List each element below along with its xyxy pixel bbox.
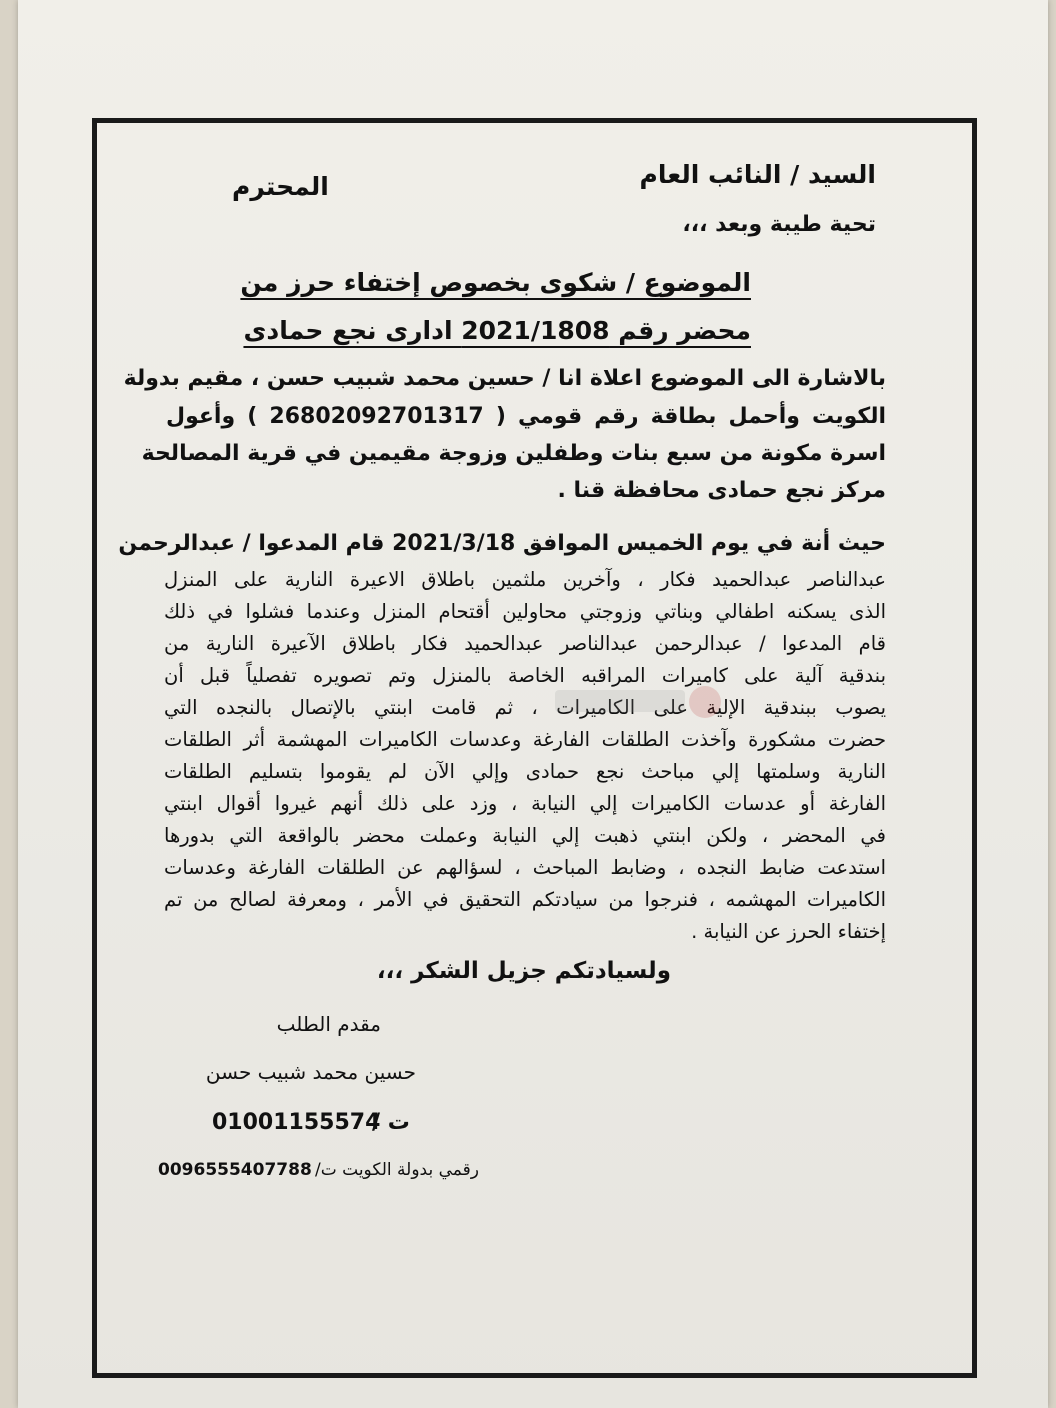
paragraph-2-line: بندقية آلية على كاميرات المراقبه الخاصة بالمنزل وتم تصويره تفصلياً قبل أن <box>164 664 886 687</box>
paragraph-2-line: إختفاء الحرز عن النيابة . <box>691 920 886 943</box>
paragraph-2-line: يصوب ببندقية الإلية على الكاميرات ، ثم قامت ابنتي بالإتصال بالنجده التي <box>164 696 886 719</box>
closing: ولسيادتكم جزيل الشكر ،،، <box>376 958 671 984</box>
paragraph-2-line: الذى يسكنه اطفالي وبناتي وزوجتي محاولين أقتحام المنزل وعندما فشلوا في ذلك <box>164 600 886 623</box>
phone-number: 01001155574 <box>212 1110 381 1135</box>
paragraph-2-line: استدعت ضابط النجده ، وضابط المباحث ، لسؤالهم عن الطلقات الفارغة وعدسات <box>164 856 886 879</box>
applicant-name: حسين محمد شبيب حسن <box>205 1060 416 1084</box>
paragraph-2-line: الفارغة أو عدسات الكاميرات إلي النيابة ، وزد على ذلك أنهم غيروا أقوال ابنتي <box>164 792 886 815</box>
paragraph-2-first-line: حيث أنة في يوم الخميس الموافق 2021/3/18 قام المدعوا / عبدالرحمن <box>118 531 886 556</box>
paragraph-2-line: الكاميرات المهشمه ، فنرجوا من سيادتكم التحقيق في الأمر ، ومعرفة لصالح من تم <box>164 888 886 911</box>
subject-line-2: محضر رقم 2021/1808 ادارى نجع حمادى <box>243 316 751 345</box>
paragraph-2-line: النارية وسلمتها إلي مباحث نجع حمادى وإلي الآن لم يقوموا بتسليم الطلقات <box>164 760 886 783</box>
kuwait-phone-number: 0096555407788 <box>158 1160 312 1180</box>
phone-label: ت / <box>372 1110 410 1135</box>
paragraph-2-line: عبدالناصر عبدالحميد فكار ، وآخرين ملثمين باطلاق الاعيرة النارية على المنزل <box>164 568 886 591</box>
paragraph-1-line: بالاشارة الى الموضوع اعلاة انا / حسين محمد شبيب حسن ، مقيم بدولة <box>123 366 886 391</box>
addressee: السيد / النائب العام <box>639 160 876 189</box>
respect-title: المحترم <box>232 172 329 201</box>
paragraph-2-line: حضرت مشكورة وآخذت الطلقات الفارغة وعدسات الكاميرات المهشمة أثر الطلقات <box>164 728 886 751</box>
paragraph-2-line: قام المدعوا / عبدالرحمن عبدالناصر عبدالحميد فكار باطلاق الآعيرة النارية من <box>164 632 886 655</box>
greeting: تحية طيبة وبعد ،،، <box>682 212 876 237</box>
paragraph-1-line: اسرة مكونة من سبع بنات وطفلين وزوجة مقيمين في قرية المصالحة <box>141 441 886 466</box>
applicant-label: مقدم الطلب <box>276 1012 381 1036</box>
paragraph-1-line: الكويت وأحمل بطاقة رقم قومي ( 26802092701317 ) وأعول <box>166 404 886 429</box>
subject-line-1: الموضوع / شكوى بخصوص إختفاء حرز من <box>240 268 751 297</box>
kuwait-phone-label: رقمي بدولة الكويت ت/ <box>315 1160 479 1180</box>
paragraph-2-line: في المحضر ، ولكن ابنتي ذهبت إلي النيابة وعملت محضر بالواقعة التي بدورها <box>164 824 886 847</box>
paragraph-1-line: مركز نجع حمادى محافظة قنا . <box>557 478 886 503</box>
